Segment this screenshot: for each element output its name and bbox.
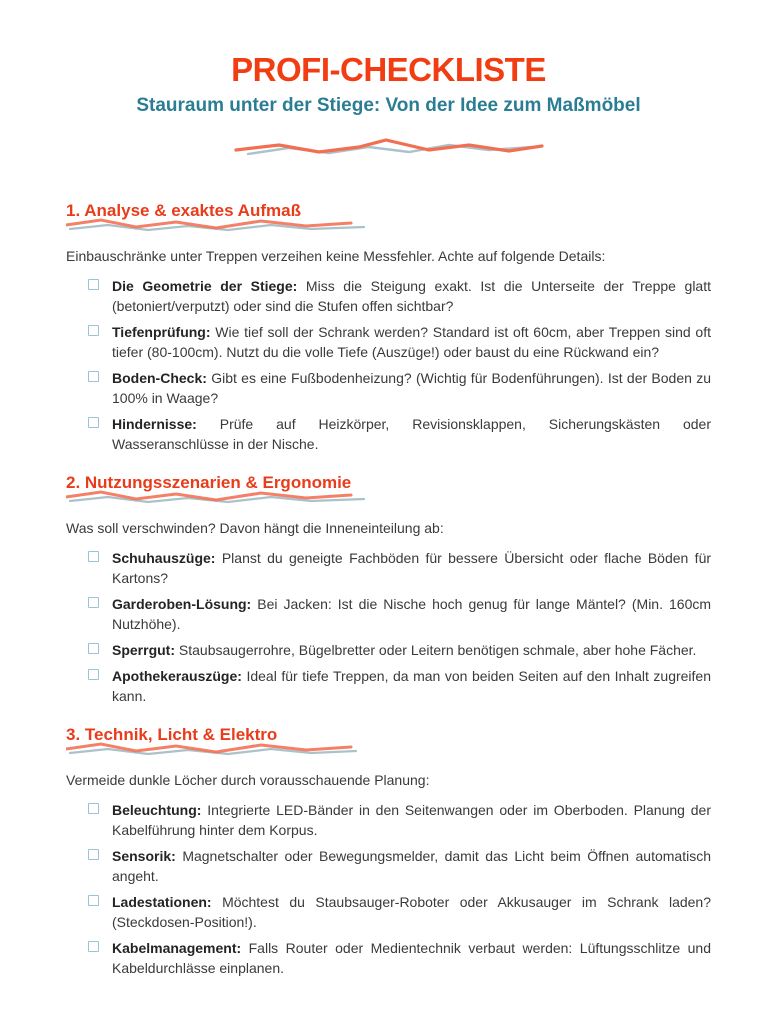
item-description: Integrierte LED-Bänder in den Seitenwangen oder im Oberboden. Planung der Kabelführung hinter dem Korpus. (112, 802, 711, 838)
section-heading: 1. Analyse & exaktes Aufmaß (66, 201, 301, 220)
checklist-item (88, 938, 711, 978)
checklist-item (88, 666, 711, 706)
item-label: Garderoben-Lösung: (112, 596, 252, 612)
checkbox-icon[interactable] (88, 325, 99, 336)
item-description: Gibt es eine Fußbodenheizung? (Wichtig für Bodenführungen). Ist der Boden zu 100% in Waage? (112, 370, 711, 406)
item-label: Apothekerauszüge: (112, 668, 242, 684)
checkbox-icon[interactable] (88, 551, 99, 562)
item-text (112, 892, 711, 932)
checkbox-icon[interactable] (88, 895, 99, 906)
item-description: Prüfe auf Heizkörper, Revisionsklappen, Sicherungskästen oder Wasseranschlüsse in der Nische. (112, 416, 711, 452)
item-text (112, 594, 711, 634)
checkbox-icon[interactable] (88, 803, 99, 814)
item-label: Boden-Check: (112, 370, 207, 386)
zigzag-divider-icon (234, 136, 544, 162)
section-technik-licht-elektro (66, 724, 711, 978)
section-heading: 3. Technik, Licht & Elektro (66, 725, 278, 744)
document-header (66, 50, 711, 162)
checklist-item (88, 322, 711, 362)
checklist-item (88, 846, 711, 886)
item-description: Falls Router oder Medientechnik verbaut werden: Lüftungsschlitze und Kabeldurchlässe einplanen. (112, 940, 712, 976)
section-analyse-aufmass (66, 200, 711, 454)
checklist (66, 276, 711, 454)
item-text (112, 322, 711, 362)
item-text (112, 938, 711, 978)
checklist-item (88, 800, 711, 840)
item-label: Sperrgut: (112, 642, 175, 658)
item-label: Tiefenprüfung: (112, 324, 211, 340)
item-description: Ideal für tiefe Treppen, da man von beiden Seiten auf den Inhalt zugreifen kann. (112, 668, 711, 704)
checklist-item (88, 892, 711, 932)
checklist (66, 800, 711, 978)
item-label: Sensorik: (112, 848, 176, 864)
checklist-item (88, 640, 711, 660)
checkbox-icon[interactable] (88, 849, 99, 860)
checklist-item (88, 594, 711, 634)
checklist-item (88, 414, 711, 454)
item-text (112, 666, 711, 706)
item-label: Hindernisse: (112, 416, 197, 432)
checkbox-icon[interactable] (88, 941, 99, 952)
page-title: PROFI-CHECKLISTE (231, 51, 546, 88)
checkbox-icon[interactable] (88, 643, 99, 654)
item-label: Kabelmanagement: (112, 940, 242, 956)
checklist (66, 548, 711, 706)
checklist-item (88, 368, 711, 408)
section-intro: Was soll verschwinden? Davon hängt die Inneneinteilung ab: (66, 520, 444, 536)
page-subtitle: Stauraum unter der Stiege: Von der Idee zum Maßmöbel (136, 95, 641, 116)
item-text (112, 368, 711, 408)
item-label: Die Geometrie der Stiege: (112, 278, 298, 294)
item-label: Schuhauszüge: (112, 550, 216, 566)
item-text (112, 846, 711, 886)
checkbox-icon[interactable] (88, 417, 99, 428)
section-intro: Vermeide dunkle Löcher durch vorausschauende Planung: (66, 772, 430, 788)
item-text (112, 800, 711, 840)
item-label: Beleuchtung: (112, 802, 202, 818)
item-text (112, 548, 711, 588)
checkbox-icon[interactable] (88, 371, 99, 382)
item-description: Magnetschalter oder Bewegungsmelder, damit das Licht beim Öffnen automatisch angeht. (112, 848, 712, 884)
item-description: Staubsaugerrohre, Bügelbretter oder Leitern benötigen schmale, aber hohe Fächer. (178, 642, 697, 658)
checklist-item (88, 548, 711, 588)
item-text (112, 414, 711, 454)
item-description: Miss die Steigung exakt. Ist die Unterseite der Treppe glatt (betoniert/verputzt) oder sind die Stufen offen sichtbar? (112, 278, 711, 314)
item-text (112, 640, 711, 660)
checkbox-icon[interactable] (88, 597, 99, 608)
section-heading: 2. Nutzungsszenarien & Ergonomie (66, 473, 352, 492)
item-description: Wie tief soll der Schrank werden? Standard ist oft 60cm, aber Treppen sind oft tiefer (80-100cm). Nutzt du die volle Tiefe (Auszüge!) oder baust du eine Rückwand ein? (112, 324, 711, 360)
item-description: Bei Jacken: Ist die Nische hoch genug für lange Mäntel? (Min. 160cm Nutzhöhe). (112, 596, 712, 632)
item-description: Planst du geneigte Fachböden für bessere Übersicht oder flache Böden für Kartons? (112, 550, 712, 586)
checklist-item (88, 276, 711, 316)
section-nutzungsszenarien (66, 472, 711, 706)
checkbox-icon[interactable] (88, 669, 99, 680)
item-description: Möchtest du Staubsauger-Roboter oder Akkusauger im Schrank laden? (Steckdosen-Position!). (112, 894, 712, 930)
checkbox-icon[interactable] (88, 279, 99, 290)
item-label: Ladestationen: (112, 894, 212, 910)
section-intro: Einbauschränke unter Treppen verzeihen keine Messfehler. Achte auf folgende Details: (66, 248, 606, 264)
item-text (112, 276, 711, 316)
